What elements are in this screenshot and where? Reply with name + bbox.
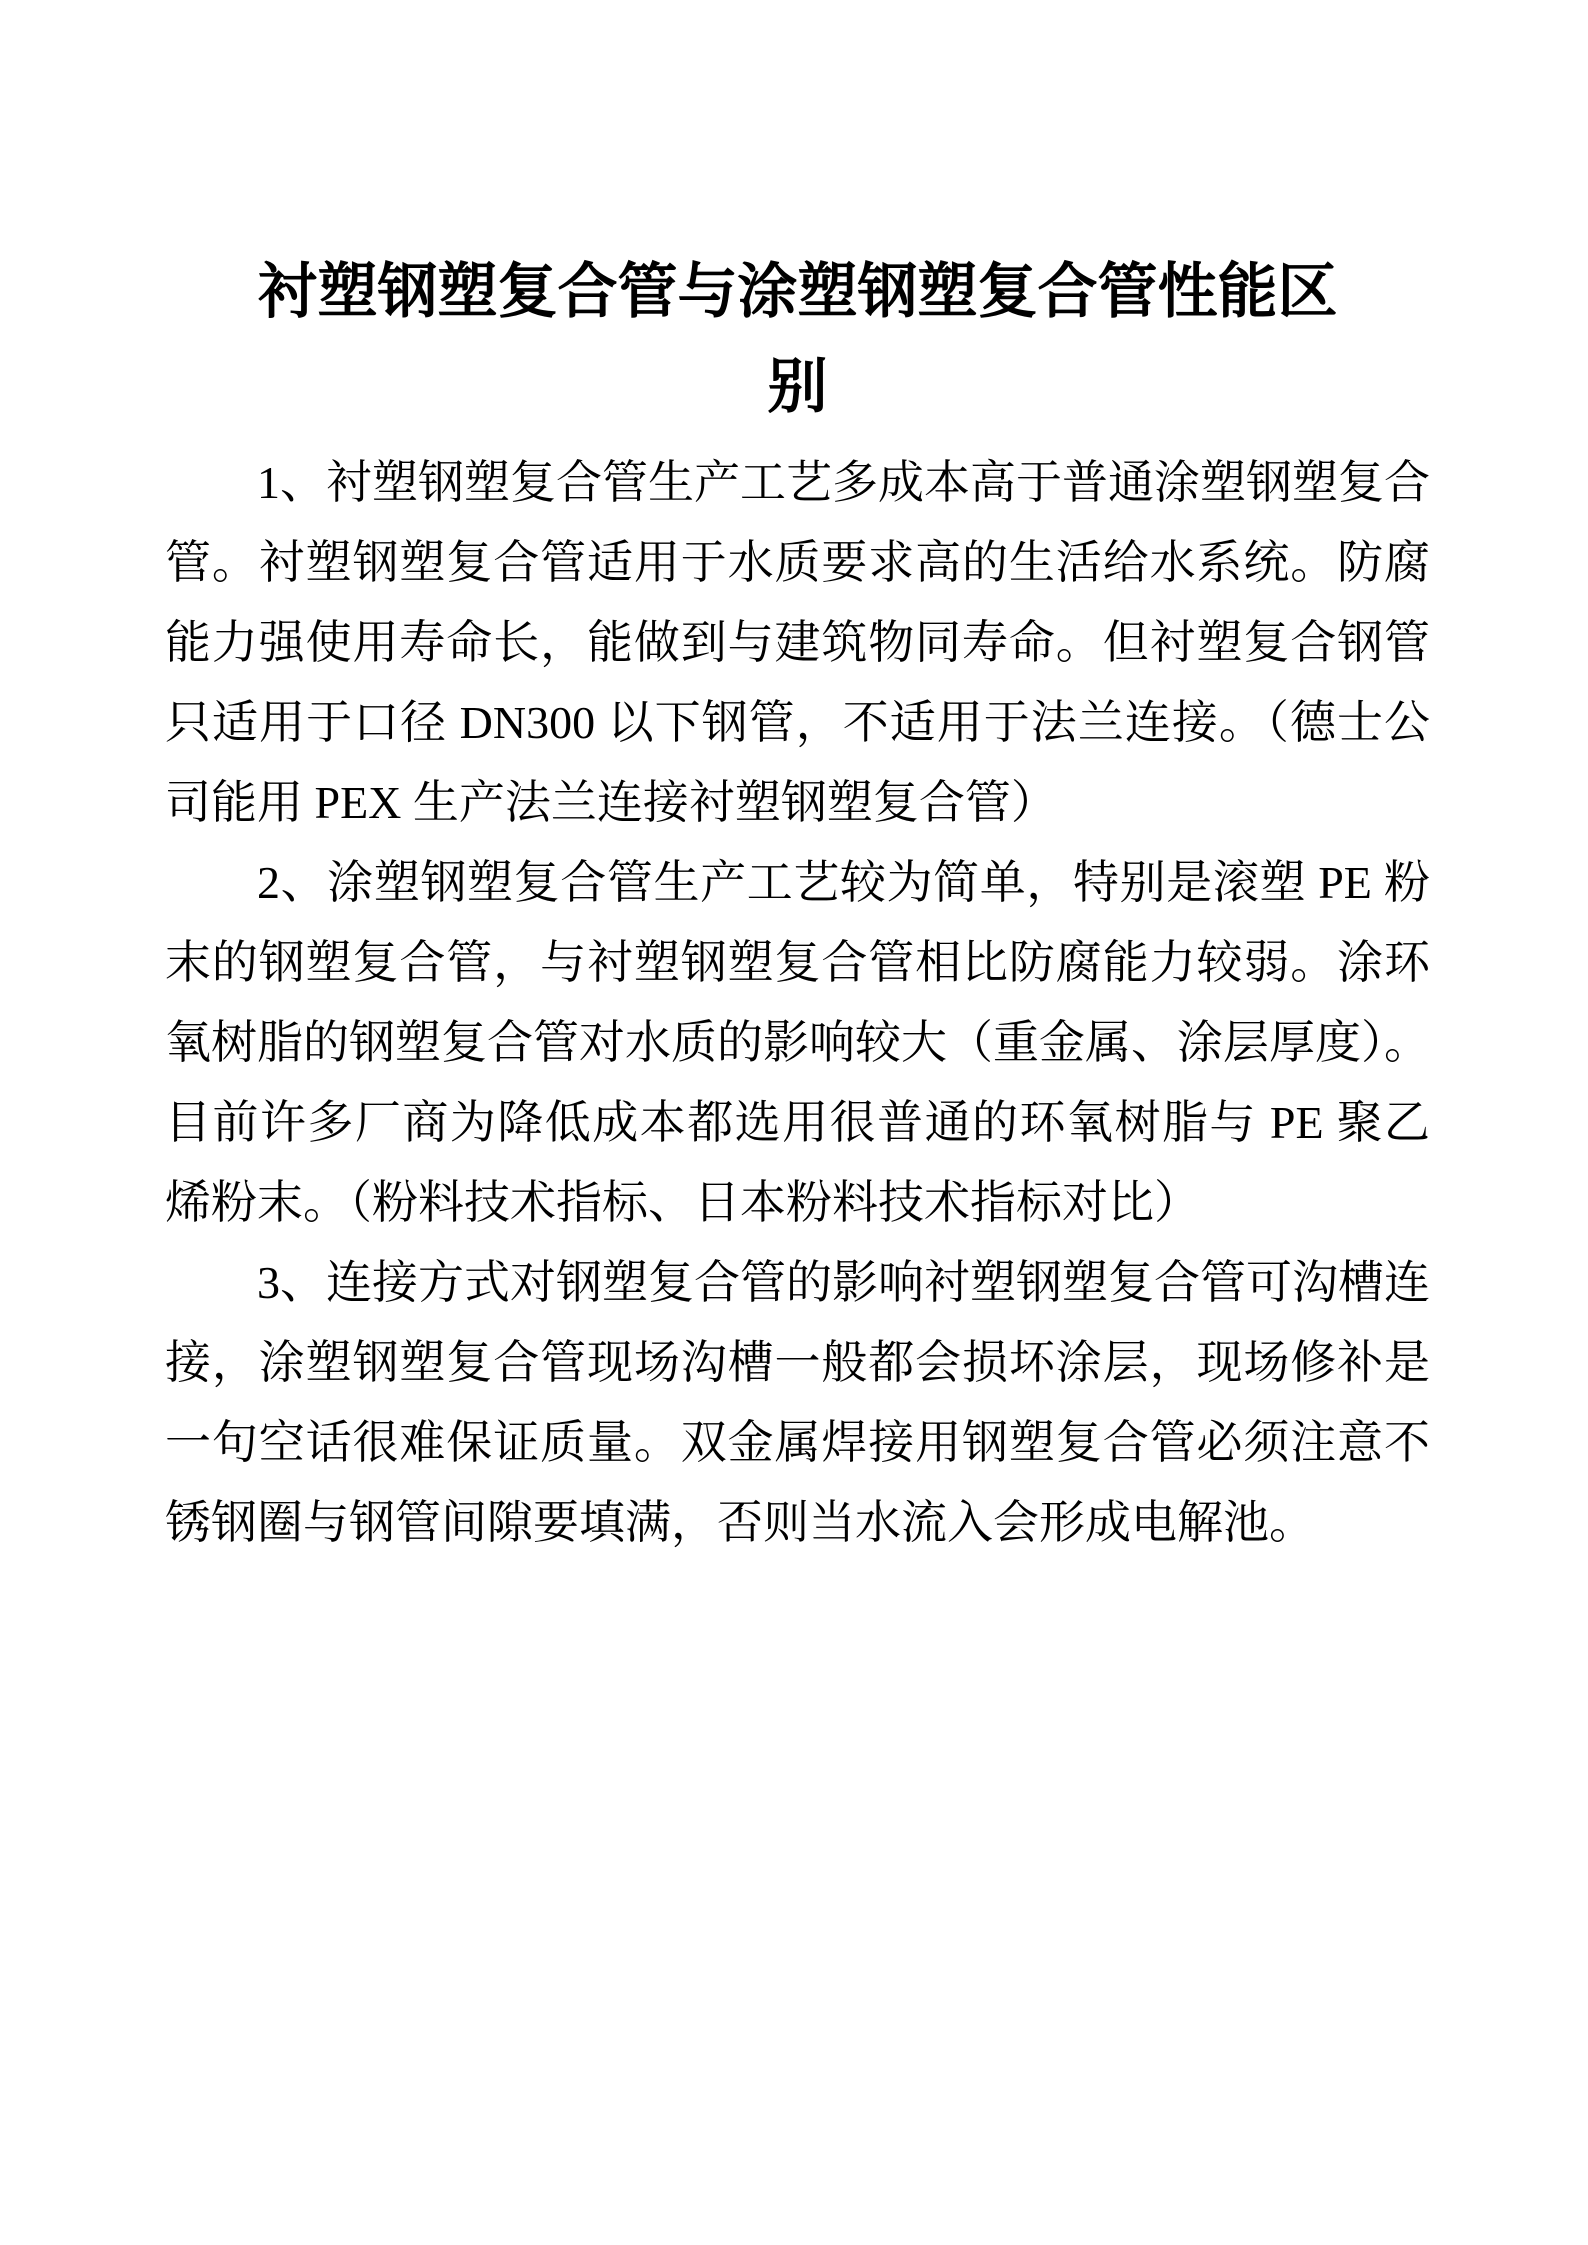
paragraph-3: 3、连接方式对钢塑复合管的影响衬塑钢塑复合管可沟槽连接，涂塑钢塑复合管现场沟槽一般都会损坏涂层，现场修补是一句空话很难保证质量。双金属焊接用钢塑复合管必须注意不锈钢圈与钢管间隙要填满，否则当水流入会形成电解池。 — [165, 1257, 1430, 1548]
document-title-line-2: 别 — [767, 354, 828, 420]
document-title-line-1: 衬塑钢塑复合管与涂塑钢塑复合管性能区 — [257, 259, 1338, 325]
paragraph-1: 1、衬塑钢塑复合管生产工艺多成本高于普通涂塑钢塑复合管。衬塑钢塑复合管适用于水质要求高的生活给水系统。防腐能力强使用寿命长，能做到与建筑物同寿命。但衬塑复合钢管只适用于口径 DN300 以下钢管，不适用于法兰连接。（德士公司能用 PEX 生产法兰连接衬塑钢塑复合管） — [165, 457, 1430, 828]
paragraph-2: 2、涂塑钢塑复合管生产工艺较为简单，特别是滚塑 PE 粉末的钢塑复合管，与衬塑钢塑复合管相比防腐能力较弱。涂环氧树脂的钢塑复合管对水质的影响较大（重金属、涂层厚度）。目前许多厂商为降低成本都选用很普通的环氧树脂与 PE 聚乙烯粉末。（粉料技术指标、日本粉料技术指标对比） — [165, 857, 1430, 1228]
document-body — [165, 443, 1430, 1563]
document-title — [165, 245, 1430, 435]
